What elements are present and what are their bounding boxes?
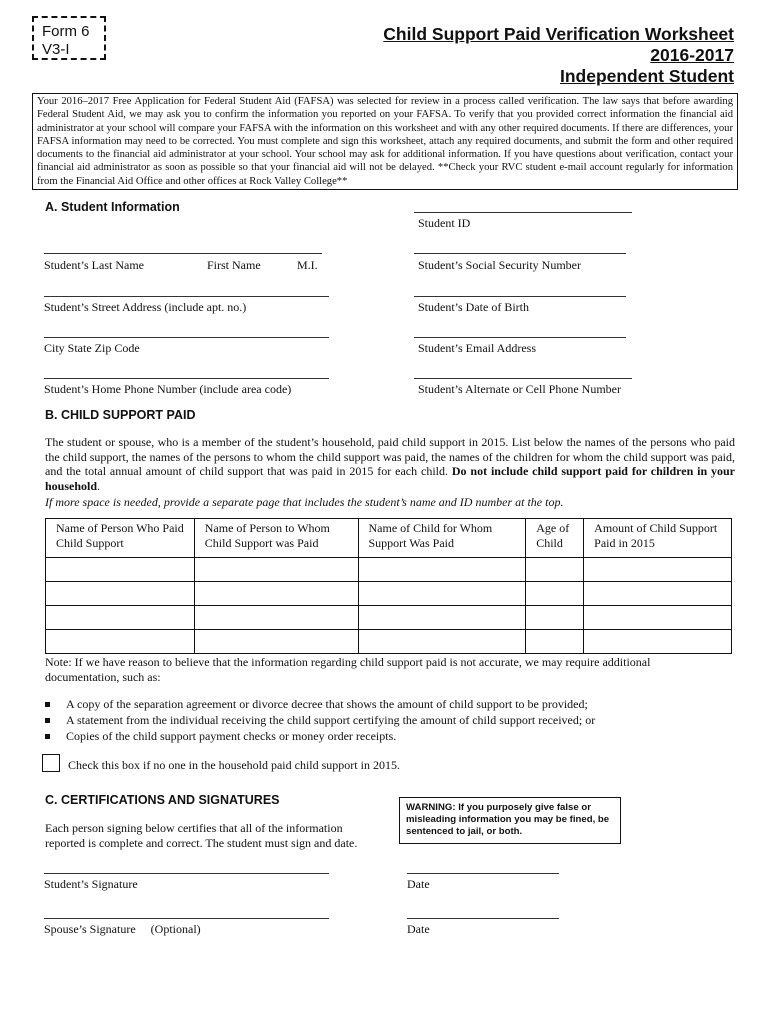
table-cell[interactable] <box>46 606 195 630</box>
list-item-text: A statement from the individual receiving the child support certifying the amount of child support received; or <box>66 712 596 727</box>
student-signature-line[interactable] <box>44 873 329 874</box>
ssn-label: Student’s Social Security Number <box>418 258 581 272</box>
extra-space-note: If more space is needed, provide a separate page that includes the student’s name and ID number at the top. <box>45 495 564 509</box>
home-phone-label: Student’s Home Phone Number (include area code) <box>44 382 292 396</box>
spouse-signature-label: Spouse’s Signature (Optional) <box>44 922 201 936</box>
list-item <box>42 697 732 713</box>
dob-line[interactable] <box>414 296 626 297</box>
col-header-child: Name of Child for Whom Support Was Paid <box>358 519 526 558</box>
student-name-line[interactable] <box>44 253 322 254</box>
street-label: Student’s Street Address (include apt. no.) <box>44 300 247 314</box>
section-b-paragraph-end: . <box>97 478 101 493</box>
form-number: Form 6 <box>42 23 90 40</box>
documentation-list <box>42 697 732 744</box>
title-line-3: Independent Student <box>559 66 734 86</box>
list-item <box>42 729 732 745</box>
checkbox-label: Check this box if no one in the household paid child support in 2015. <box>68 758 400 772</box>
first-name-label: First Name <box>207 258 261 272</box>
table-cell[interactable] <box>194 606 358 630</box>
table-cell[interactable] <box>526 630 584 654</box>
student-date-label: Date <box>407 877 430 891</box>
section-c-heading: C. CERTIFICATIONS AND SIGNATURES <box>45 793 280 807</box>
title-line-1: Child Support Paid Verification Worksheet <box>383 24 734 44</box>
list-item-text: Copies of the child support payment checks or money order receipts. <box>66 728 397 743</box>
col-header-amount: Amount of Child Support Paid in 2015 <box>584 519 732 558</box>
warning-box: WARNING: If you purposely give false or misleading information you may be fined, be sentenced to jail, or both. <box>399 797 621 844</box>
table-cell[interactable] <box>46 558 195 582</box>
street-line[interactable] <box>44 296 329 297</box>
student-id-line[interactable] <box>414 212 632 213</box>
bullet-icon <box>45 718 50 723</box>
certification-text: Each person signing below certifies that all of the information reported is complete and correct. The student must sign and date. <box>45 821 358 850</box>
form-id-box <box>32 16 106 60</box>
documentation-note: Note: If we have reason to believe that the information regarding child support paid is not accurate, we may require additional documentation, such as: <box>45 655 651 684</box>
section-b-paragraph-text: The student or spouse, who is a member of the student’s household, paid child support in 2015. List below the names of the persons who paid the child support, the names of the persons to whom the child support was paid, the names of the children for whom the child support was paid, and the total annual amount of child support that was paid in 2015 for each child. <box>45 435 735 479</box>
intro-box: Your 2016–2017 Free Application for Federal Student Aid (FAFSA) was selected for review in a process called verification. The law says that before awarding Federal Student Aid, we may ask you to confirm the information you reported on your FAFSA. To verify that you provided correct information the financial aid administrator at your school will compare your FAFSA with the information on this worksheet and with any other required documents. If there are differences, your FAFSA information may need to be corrected. You must complete and sign this worksheet, attach any required documents, and submit the form and other required documents to the financial aid administrator at your school. Your school may ask for additional information. If you have questions about verification, contact your financial aid administrator as soon as possible so that your financial aid will not be delayed. **Check your RVC student e-mail account regularly for information from the Financial Aid Office and other offices at Rock Valley College** <box>32 93 738 190</box>
form-version: V3-I <box>42 41 70 58</box>
section-b-paragraph <box>45 435 735 493</box>
student-date-line[interactable] <box>407 873 559 874</box>
section-b-heading: B. CHILD SUPPORT PAID <box>45 408 196 422</box>
child-support-table <box>45 518 732 654</box>
bullet-icon <box>45 702 50 707</box>
list-item <box>42 713 732 729</box>
alt-phone-label: Student’s Alternate or Cell Phone Number <box>418 382 621 396</box>
table-header-row <box>46 519 732 558</box>
dob-label: Student’s Date of Birth <box>418 300 529 314</box>
table-cell[interactable] <box>194 582 358 606</box>
no-child-support-checkbox[interactable] <box>42 754 60 772</box>
col-header-payer: Name of Person Who Paid Child Support <box>46 519 195 558</box>
table-row <box>46 558 732 582</box>
mi-label: M.I. <box>297 258 318 272</box>
ssn-line[interactable] <box>414 253 626 254</box>
section-b-paragraph-bold: Do not include child support paid for children in your household <box>45 464 736 493</box>
table-row <box>46 606 732 630</box>
spouse-date-label: Date <box>407 922 430 936</box>
last-name-label: Student’s Last Name <box>44 258 144 272</box>
alt-phone-line[interactable] <box>414 378 632 379</box>
spouse-date-line[interactable] <box>407 918 559 919</box>
table-cell[interactable] <box>358 582 526 606</box>
bullet-icon <box>45 734 50 739</box>
title-line-2: 2016-2017 <box>650 45 734 65</box>
table-cell[interactable] <box>194 630 358 654</box>
col-header-age: Age of Child <box>526 519 584 558</box>
email-label: Student’s Email Address <box>418 341 536 355</box>
table-cell[interactable] <box>358 558 526 582</box>
table-cell[interactable] <box>46 582 195 606</box>
city-label: City State Zip Code <box>44 341 140 355</box>
table-cell[interactable] <box>358 630 526 654</box>
table-cell[interactable] <box>526 606 584 630</box>
home-phone-line[interactable] <box>44 378 329 379</box>
table-cell[interactable] <box>584 606 732 630</box>
table-cell[interactable] <box>526 558 584 582</box>
page-title <box>383 24 734 87</box>
student-id-label: Student ID <box>418 216 471 230</box>
table-row <box>46 582 732 606</box>
col-header-payee: Name of Person to Whom Child Support was Paid <box>194 519 358 558</box>
spouse-signature-line[interactable] <box>44 918 329 919</box>
table-cell[interactable] <box>584 630 732 654</box>
table-cell[interactable] <box>194 558 358 582</box>
table-cell[interactable] <box>358 606 526 630</box>
table-row <box>46 630 732 654</box>
table-cell[interactable] <box>526 582 584 606</box>
list-item-text: A copy of the separation agreement or divorce decree that shows the amount of child support to be provided; <box>66 697 588 711</box>
city-line[interactable] <box>44 337 329 338</box>
email-line[interactable] <box>414 337 626 338</box>
section-a-heading: A. Student Information <box>45 200 180 214</box>
student-signature-label: Student’s Signature <box>44 877 138 891</box>
table-cell[interactable] <box>46 630 195 654</box>
table-cell[interactable] <box>584 582 732 606</box>
table-cell[interactable] <box>584 558 732 582</box>
